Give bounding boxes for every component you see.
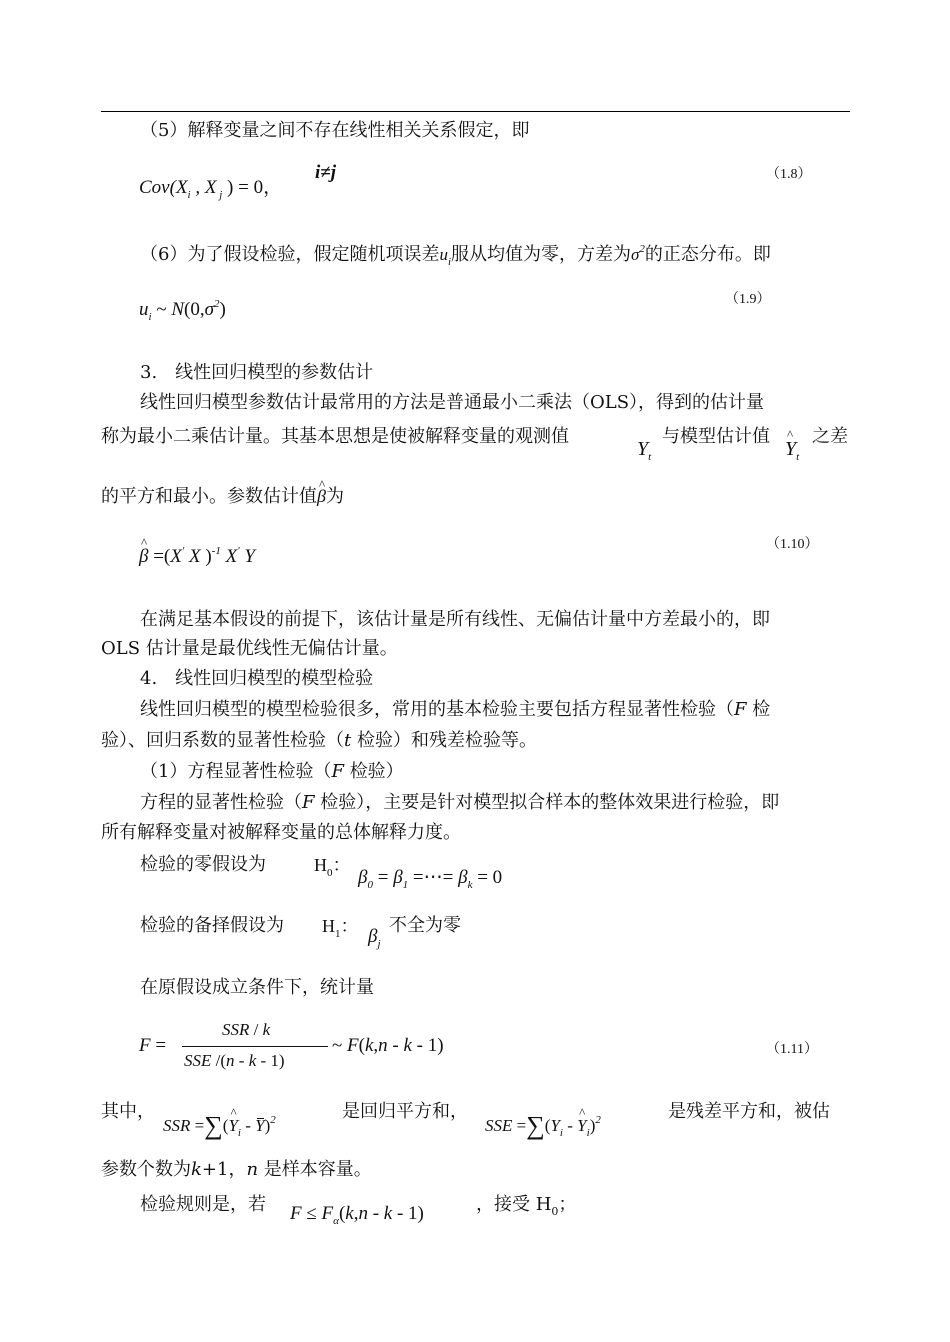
alt-hypothesis-tail: 不全为零 [389, 915, 461, 936]
subsection-1-heading: （1）方程显著性检验（F 检验） [140, 761, 404, 782]
alt-hypothesis-beta: $\beta_j$ [368, 926, 381, 950]
equation-1-11-denominator: SSE /(n - k - 1) [184, 1051, 285, 1070]
equation-1-9: $u_i$ ~ $N(0,\sigma^2)$ [139, 298, 226, 323]
section-3-para-1-line-3: 的平方和最小。参数估计值^ β为 [101, 483, 344, 510]
section-3-para-2-line-2: OLS 估计量是最优线性无偏估计量。 [101, 638, 398, 659]
para-6: （6）为了假设检验，假定随机项误差$u_i$服从均值为零，方差为$\sigma^2$的正态分布。即 [140, 243, 771, 268]
equation-1-8: $Cov(X_i$ , X $_j$ ) = 0， [139, 177, 283, 201]
subsection-1-para-line-2: 所有解释变量对被解释变量的总体解释力度。 [101, 822, 461, 843]
section-4-para-1-line-1: 线性回归模型的模型检验很多，常用的基本检验主要包括方程显著性检验（F 检 [140, 699, 771, 720]
equation-1-11-fraction-line [182, 1046, 328, 1047]
where-ssr-desc: 是回归平方和， [342, 1101, 468, 1122]
null-hypothesis-equation: $\beta_0 = \beta_1$ =⋯= $\beta_k = 0$ [358, 867, 503, 891]
decision-rule-prefix: 检验规则是，若 [140, 1194, 266, 1215]
equation-number-1-10: （1.10） [766, 537, 819, 552]
alt-hypothesis-label: 检验的备择假设为 [140, 915, 284, 936]
null-hypothesis-h0: $H_0$： [314, 855, 351, 879]
where-prefix: 其中， [101, 1101, 155, 1122]
equation-1-11-lhs: F = [139, 1035, 167, 1056]
section-3-heading: 3. 线性回归模型的参数估计 [140, 362, 374, 383]
section-4-para-1-line-2: 验）、回归系数的显著性检验（t 检验）和残差检验等。 [101, 730, 537, 751]
ssr-formula: SSR =∑(^ $Y_i - Y)^2$ [163, 1111, 276, 1141]
equation-1-11-rhs: ~ F(k,n - k - 1) [332, 1035, 444, 1056]
header-rule [101, 111, 850, 112]
parameter-count-line: 参数个数为k+1，n 是样本容量。 [101, 1159, 372, 1180]
equation-1-11-numerator: SSR / k [222, 1020, 271, 1039]
equation-number-1-11: （1.11） [766, 1042, 818, 1057]
section-3-para-2-line-1: 在满足基本假设的前提下，该估计量是所有线性、无偏估计量中方差最小的，即 [140, 609, 770, 630]
section-4-heading: 4. 线性回归模型的模型检验 [140, 668, 374, 689]
section-3-para-1-line-2c: 之差 [812, 426, 848, 447]
where-sse-desc: 是残差平方和，被估 [668, 1101, 830, 1122]
equation-1-10: ^ β =(X' X )$^{-1}$ X' Y [139, 545, 255, 568]
sse-formula: SSE $=\sum(Y_i$ - ^ $Y_i)^2$ [485, 1111, 601, 1141]
null-hypothesis-label: 检验的零假设为 [140, 854, 266, 875]
equation-number-1-9: （1.9） [725, 292, 771, 307]
equation-1-8-condition: i≠j [315, 162, 336, 183]
y-estimated: ^ $Y_t$ [785, 438, 799, 463]
para-5: （5）解释变量之间不存在线性相关关系假定，即 [140, 120, 530, 141]
alt-hypothesis-h1: $H_1$： [322, 916, 359, 940]
subsection-1-para-line-1: 方程的显著性检验（F 检验），主要是针对模型拟合样本的整体效果进行检验，即 [140, 792, 780, 813]
equation-number-1-8: （1.8） [766, 167, 812, 182]
decision-rule-suffix: ，接受 $H_0$； [476, 1194, 577, 1218]
section-3-para-1-line-2b: 与模型估计值 [662, 426, 770, 447]
decision-rule-formula: $F \le F_\alpha(k,n - k - 1)$ [290, 1203, 424, 1227]
section-3-para-1-line-1: 线性回归模型参数估计最常用的方法是普通最小二乘法（OLS），得到的估计量 [140, 392, 765, 413]
statistic-intro: 在原假设成立条件下，统计量 [140, 977, 374, 998]
section-3-para-1-line-2a: 称为最小二乘估计量。其基本思想是使被解释变量的观测值 [101, 426, 569, 447]
y-observed: $Y_t$ [637, 438, 652, 463]
